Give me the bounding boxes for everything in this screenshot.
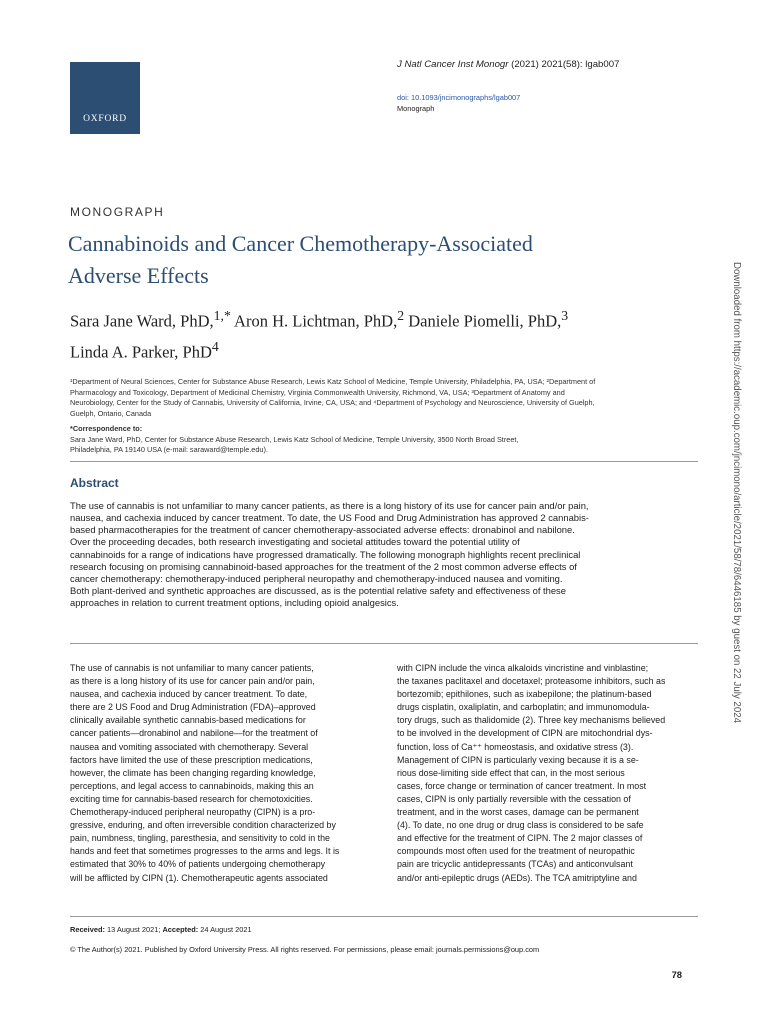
- body-line: gressive, enduring, and often irreversible condition characterized by: [70, 820, 336, 831]
- body-column-right: [397, 662, 697, 885]
- body-line: the taxanes paclitaxel and docetaxel; proteasome inhibitors, such as: [397, 676, 666, 687]
- divider: [70, 461, 698, 462]
- abstract-heading: Abstract: [70, 476, 119, 490]
- affiliation-line: Neurobiology, Center for the Study of Cannabis, University of California, Irvine, CA, USA; and ⁴Department of Psychology and Neuroscience, University of Guelph,: [70, 398, 595, 407]
- dates-line: [70, 925, 252, 934]
- abstract-line: The use of cannabis is not unfamiliar to many cancer patients, as there is a long history of its use for cancer pain and/or pain,: [70, 500, 589, 511]
- author-name: Aron H. Lichtman, PhD,: [230, 311, 398, 331]
- correspondence-label: *Correspondence to:: [70, 424, 143, 433]
- section-kicker: MONOGRAPH: [70, 205, 165, 219]
- article-title: [68, 228, 708, 292]
- accepted-date: 24 August 2021: [198, 925, 252, 934]
- abstract-text: [70, 500, 698, 609]
- journal-issue: (2021) 2021(58): lgab007: [511, 59, 620, 70]
- body-line: pain are tricyclic antidepressants (TCAs) and anticonvulsant: [397, 859, 633, 870]
- body-line: however, the climate has been changing regarding knowledge,: [70, 767, 316, 778]
- download-notice: Downloaded from https://academic.oup.com/jncimono/article/2021/58/78/6446185 by guest on 22 July 2024: [731, 262, 742, 723]
- abstract-line: approaches in relation to current treatment options, including opioid analgesics.: [70, 597, 399, 609]
- oxford-logo: [70, 62, 140, 134]
- body-line: exciting time for cannabis-based research for chemotoxicities.: [70, 793, 313, 804]
- affiliations: [70, 377, 678, 419]
- author-name: Linda A. Parker, PhD: [70, 342, 212, 361]
- author-line: [70, 303, 710, 334]
- body-line: and/or anti-epileptic drugs (AEDs). The TCA amitriptyline and: [397, 872, 637, 883]
- correspondence-line: [70, 424, 678, 445]
- doi-link[interactable]: doi: 10.1093/jncimonographs/lgab007: [397, 93, 521, 102]
- page-number: 78: [671, 969, 682, 980]
- author-line: [70, 334, 710, 365]
- author-affil-mark: 4: [211, 338, 219, 354]
- body-line: there are 2 US Food and Drug Administration (FDA)–approved: [70, 702, 316, 713]
- title-line: Cannabinoids and Cancer Chemotherapy-Associated: [68, 231, 533, 256]
- affiliation-line: Pharmacology and Toxicology, Department of Medicinal Chemistry, Virginia Commonwealth University, Richmond, VA, USA; ³Department of Anatomy and: [70, 387, 565, 397]
- body-line: factors have limited the use of these prescription medications,: [70, 754, 313, 765]
- correspondence-line: Philadelphia, PA 19140 USA (e-mail: saraward@temple.edu).: [70, 445, 268, 454]
- body-line: cancer patients—dronabinol and nabilone—for the treatment of: [70, 728, 318, 739]
- logo-text: OXFORD: [83, 114, 127, 124]
- author-name: Sara Jane Ward, PhD,: [70, 311, 214, 331]
- accepted-label: Accepted:: [162, 925, 199, 934]
- correspondence: [70, 424, 678, 456]
- affiliation-line: Guelph, Ontario, Canada: [70, 408, 152, 418]
- journal-title: J Natl Cancer Inst Monogr: [397, 59, 509, 70]
- body-line: drugs cisplatin, oxaliplatin, and carboplatin; and immunomodula-: [397, 702, 650, 713]
- body-line: and effective for the treatment of CIPN. The 2 major classes of: [397, 833, 643, 844]
- body-line: nausea and vomiting associated with chemotherapy. Several: [70, 741, 309, 752]
- abstract-line: cancer chemotherapy: chemotherapy-induced peripheral neuropathy and chemotherapy-induced nausea and vomiting.: [70, 572, 563, 584]
- body-line: rious dose-limiting side effect that can, in the most serious: [397, 767, 625, 778]
- body-line: with CIPN include the vinca alkaloids vincristine and vinblastine;: [397, 663, 649, 673]
- body-line: (4). To date, no one drug or drug class is considered to be safe: [397, 820, 644, 831]
- body-line: perceptions, and legal access to cannabinoids, making this an: [70, 780, 314, 791]
- body-line: estimated that 30% to 40% of patients undergoing chemotherapy: [70, 859, 326, 870]
- article-type: Monograph: [397, 104, 435, 113]
- body-line: will be afflicted by CIPN (1). Chemotherapeutic agents associated: [70, 872, 328, 883]
- body-column-left: [70, 662, 370, 885]
- abstract-line: based pharmacotherapies for the treatment of cancer chemotherapy-associated adverse effects: dronabinol and nabilone.: [70, 524, 575, 536]
- body-line: nausea, and cachexia induced by cancer treatment. To date,: [70, 689, 308, 700]
- body-line: bortezomib; epithilones, such as ixabepilone; the platinum-based: [397, 689, 652, 700]
- body-line: The use of cannabis is not unfamiliar to many cancer patients,: [70, 663, 314, 673]
- body-line: compounds most often used for the treatment of neuropathic: [397, 846, 635, 857]
- abstract-line: Both plant-derived and synthetic approaches are discussed, as is the potential relative safety and effectiveness of these: [70, 585, 566, 597]
- body-line: Chemotherapy-induced peripheral neuropathy (CIPN) is a pro-: [70, 807, 316, 818]
- body-line: cases, force change or termination of cancer treatment. In most: [397, 780, 647, 791]
- affiliation-line: ¹Department of Neural Sciences, Center for Substance Abuse Research, Lewis Katz School of Medicine, Temple University, Philadelphia, PA, USA; ²Department of: [70, 377, 596, 386]
- body-line: function, loss of Ca⁺⁺ homeostasis, and oxidative stress (3).: [397, 741, 634, 752]
- copyright-notice: © The Author(s) 2021. Published by Oxford University Press. All rights reserved. For permissions, please email: journals.permissions@oup.com: [70, 945, 540, 954]
- author-affil-mark: 3: [561, 308, 569, 323]
- received-label: Received:: [70, 925, 105, 934]
- abstract-line: cannabinoids for a range of indications have progressed dramatically. The following monograph highlights recent preclinical: [70, 548, 581, 560]
- author-name: Daniele Piomelli, PhD,: [404, 311, 562, 331]
- body-line: Management of CIPN is particularly vexing because it is a se-: [397, 754, 639, 765]
- body-line: as there is a long history of its use for cancer pain and/or pain,: [70, 676, 315, 687]
- abstract-line: nausea, and cachexia induced by cancer treatment. To date, the US Food and Drug Administration has approved 2 cannabis-: [70, 512, 589, 524]
- body-line: cases, CIPN is only partially reversible with the cessation of: [397, 793, 631, 804]
- author-affil-mark: 1,*: [213, 308, 231, 323]
- body-line: clinically available synthetic cannabis-based medications for: [70, 715, 306, 726]
- title-line: Adverse Effects: [68, 263, 209, 288]
- body-line: pain, numbness, tingling, paresthesia, and sensitivity to cold in the: [70, 833, 330, 844]
- body-line: treatment, and in the worst cases, damage can be permanent: [397, 807, 639, 818]
- received-date: 13 August 2021;: [104, 925, 163, 934]
- abstract-line: research focusing on promising cannabinoid-based approaches for the treatment of the 2 most common adverse effects of: [70, 560, 577, 572]
- divider: [70, 643, 698, 644]
- abstract-line: Over the proceeding decades, both research investigating and societal attitudes toward the potential utility of: [70, 536, 520, 548]
- divider: [70, 916, 698, 917]
- author-affil-mark: 2: [397, 308, 405, 323]
- body-line: hands and feet that sometimes progresses to the arms and legs. It is: [70, 846, 340, 857]
- body-line: to be involved in the development of CIPN are mitochondrial dys-: [397, 728, 653, 739]
- correspondence-text: Sara Jane Ward, PhD, Center for Substance Abuse Research, Lewis Katz School of Medicine, Temple University, 3500 North Broad Street,: [70, 434, 519, 444]
- author-list: [70, 303, 710, 364]
- body-line: tory drugs, such as thalidomide (2). Three key mechanisms believed: [397, 715, 666, 726]
- journal-citation: [397, 59, 619, 70]
